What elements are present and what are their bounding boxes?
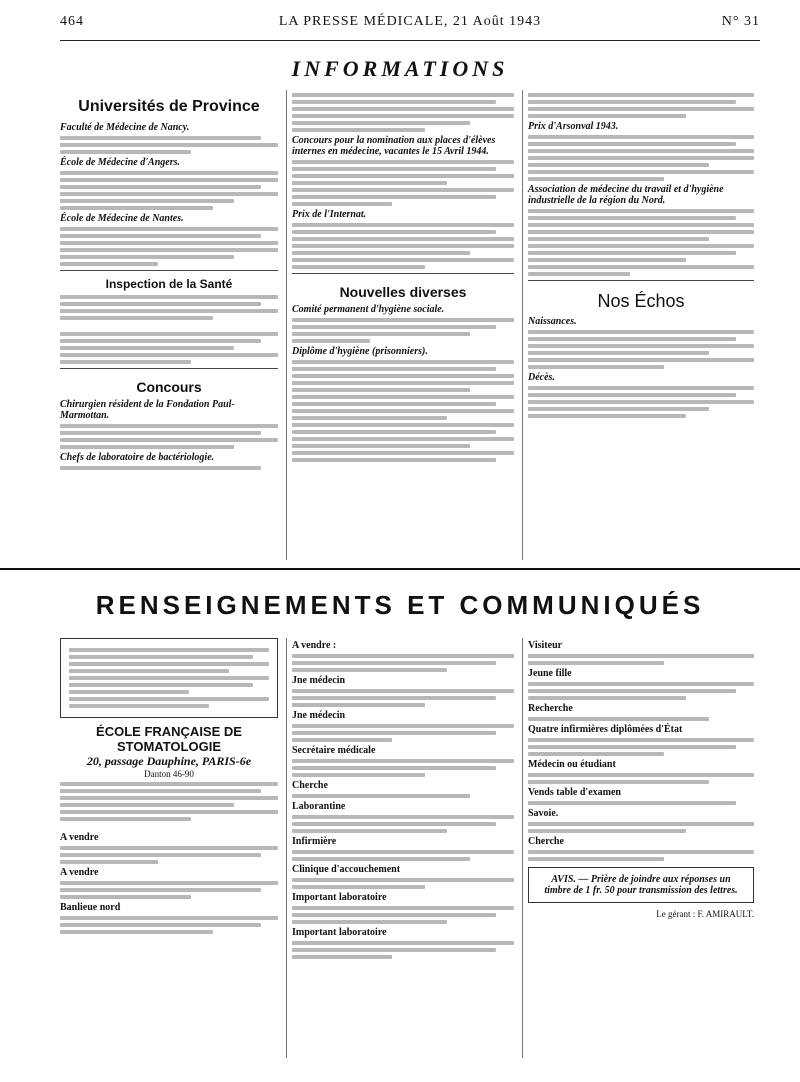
page-number: 464 bbox=[60, 14, 84, 29]
column-rule bbox=[522, 90, 523, 560]
subheading-arsonval: Prix d'Arsonval 1943. bbox=[528, 121, 619, 132]
school-phone: Danton 46-90 bbox=[144, 769, 194, 779]
header-rule bbox=[60, 40, 760, 41]
heading-nouvelles: Nouvelles diverses bbox=[339, 284, 467, 300]
ad-jeune-fille: Jeune fille bbox=[528, 668, 572, 679]
subheading-diplome: Diplôme d'hygiène (prisonniers). bbox=[292, 346, 428, 357]
ad-cherche-2: Cherche bbox=[528, 836, 564, 847]
subheading-angers: École de Médecine d'Angers. bbox=[60, 157, 180, 168]
issue-number: N° 31 bbox=[721, 14, 760, 29]
ad-clinique: Clinique d'accouchement bbox=[292, 864, 401, 875]
lower-column-3 bbox=[528, 638, 754, 919]
ad-laboratoire-1: Important laboratoire bbox=[292, 892, 387, 903]
subheading-nancy: Faculté de Médecine de Nancy. bbox=[60, 122, 190, 133]
ad-infirmiere: Infirmière bbox=[292, 836, 337, 847]
ad-secretaire: Secrétaire médicale bbox=[292, 745, 376, 756]
column-rule bbox=[522, 638, 523, 1058]
heading-inspection: Inspection de la Santé bbox=[105, 277, 233, 291]
column-rule bbox=[286, 90, 287, 560]
ad-savoie: Savoie. bbox=[528, 808, 559, 819]
ad-visiteur: Visiteur bbox=[528, 640, 563, 651]
page-header bbox=[60, 14, 760, 36]
ad-a-vendre-2: A vendre bbox=[60, 867, 99, 878]
subheading-marmottan: Chirurgien résident de la Fondation Paul-Marmottan. bbox=[60, 399, 235, 421]
ad-laboratoire-2: Important laboratoire bbox=[292, 927, 387, 938]
ad-a-vendre-1: A vendre bbox=[60, 832, 99, 843]
subheading-medecine-travail: Association de médecine du travail et d'hygiène industrielle de la région du Nord. bbox=[528, 184, 724, 206]
ad-laborantine: Laborantine bbox=[292, 801, 346, 812]
column-3 bbox=[528, 90, 754, 421]
ad-infirmieres: Quatre infirmières diplômées d'État bbox=[528, 724, 683, 735]
ad-banlieue-nord: Banlieue nord bbox=[60, 902, 121, 913]
lower-column-1 bbox=[60, 638, 278, 937]
ad-cherche: Cherche bbox=[292, 780, 328, 791]
lower-column-2 bbox=[292, 638, 514, 962]
column-rule bbox=[286, 638, 287, 1058]
journal-title: LA PRESSE MÉDICALE, 21 Août 1943 bbox=[278, 14, 542, 29]
subheading-naissances: Naissances. bbox=[528, 316, 577, 327]
section-divider bbox=[0, 568, 800, 570]
heading-concours: Concours bbox=[136, 379, 202, 395]
renseignements-title: RENSEIGNEMENTS ET COMMUNIQUÉS bbox=[95, 590, 705, 620]
heading-nos-echos: Nos Échos bbox=[597, 291, 685, 311]
school-address: 20, passage Dauphine, PARIS-6e bbox=[86, 754, 252, 768]
ad-jeune-medecin-2: Jne médecin bbox=[292, 710, 346, 721]
subheading-comite: Comité permanent d'hygiène sociale. bbox=[292, 304, 445, 315]
section-banner: INFORMATIONS bbox=[291, 56, 509, 81]
heading-universites: Universités de Province bbox=[78, 98, 260, 115]
ad-vendre-voiture: A vendre : bbox=[292, 640, 337, 651]
avis-box: AVIS. — Prière de joindre aux réponses un timbre de 1 fr. 50 pour transmission des lettres. bbox=[528, 867, 754, 903]
ad-table-examen: Vends table d'examen bbox=[528, 787, 621, 798]
ad-jeune-medecin-1: Jne médecin bbox=[292, 675, 346, 686]
school-title: ÉCOLE FRANÇAISE DE STOMATOLOGIE bbox=[96, 724, 242, 754]
subheading-bacteriologie: Chefs de laboratoire de bactériologie. bbox=[60, 452, 215, 463]
column-2 bbox=[292, 90, 514, 465]
gerant: Le gérant : F. AMIRAULT. bbox=[656, 909, 754, 919]
column-1 bbox=[60, 90, 278, 473]
ad-medecin-etudiant: Médecin ou étudiant bbox=[528, 759, 616, 770]
subheading-internat-concours: Concours pour la nomination aux places d'élèves internes en médecine, vacantes le 15 Avril 1944. bbox=[292, 135, 496, 157]
subheading-deces: Décès. bbox=[528, 372, 555, 383]
ad-recherche: Recherche bbox=[528, 703, 573, 714]
subheading-prix-internat: Prix de l'Internat. bbox=[292, 209, 367, 220]
subheading-nantes: École de Médecine de Nantes. bbox=[60, 213, 184, 224]
notice-box bbox=[60, 638, 278, 718]
